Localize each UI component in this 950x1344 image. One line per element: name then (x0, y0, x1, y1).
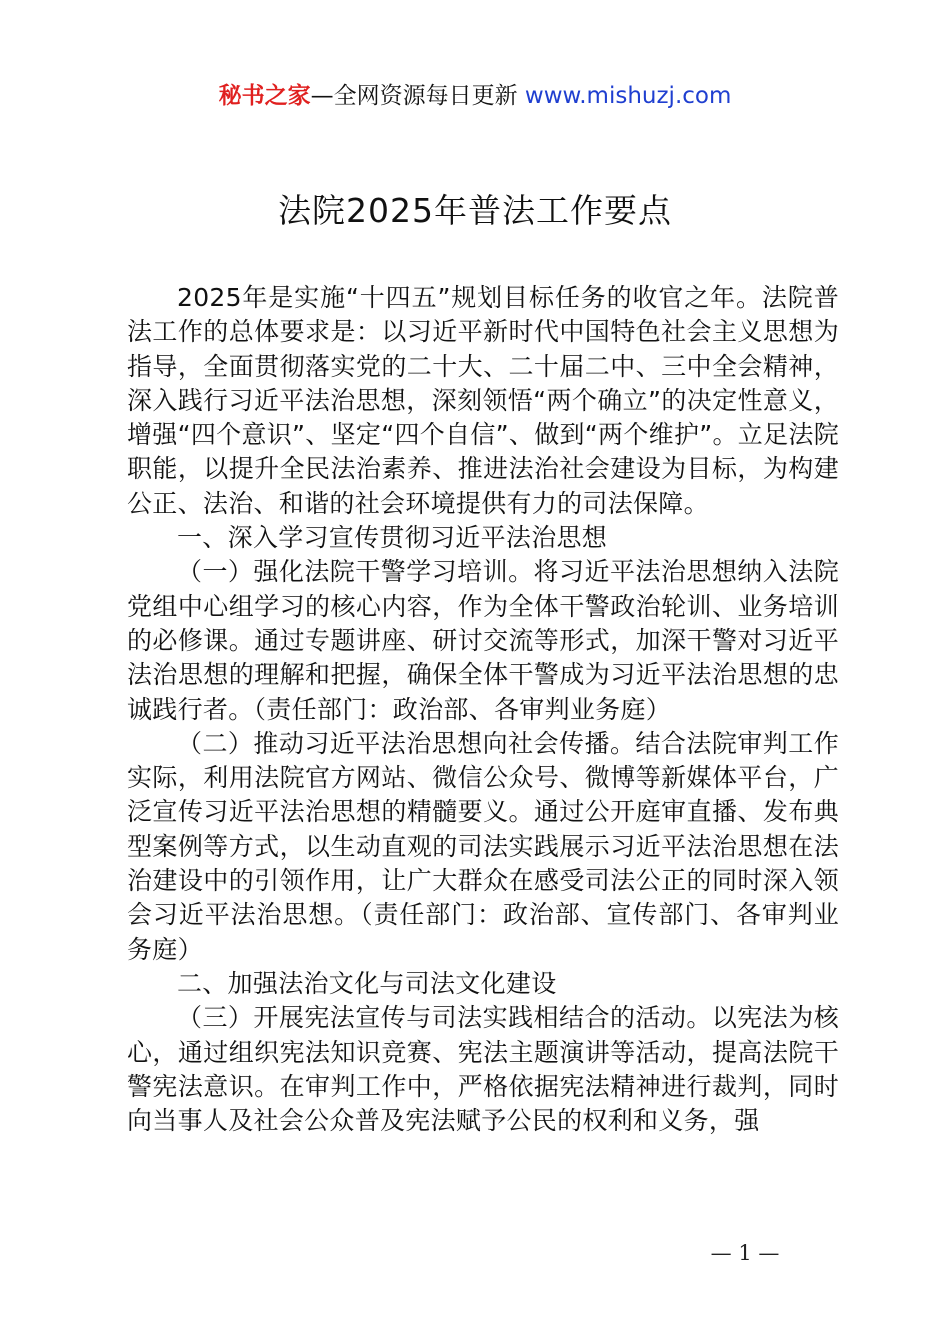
intro-paragraph: 2025年是实施“十四五”规划目标任务的收官之年。法院普法工作的总体要求是：以习近平新时代中国特色社会主义思想为指导，全面贯彻落实党的二十大、二十届二中、三中全会精神，深入践行习近平法治思想，深刻领悟“两个确立”的决定性意义，增强“四个意识”、坚定“四个自信”、做到“两个维护”。立足法院职能，以提升全民法治素养、推进法治社会建设为目标，为构建公正、法治、和谐的社会环境提供有力的司法保障。 (127, 283, 840, 518)
brand-name: 秘书之家 (218, 83, 311, 109)
document-body (127, 281, 839, 1138)
page-number: — 1 — (710, 1241, 780, 1265)
header-banner (0, 80, 950, 112)
site-url-link[interactable]: www.mishuzj.com (524, 83, 732, 109)
item-paragraph-1: （一）强化法院干警学习培训。将习近平法治思想纳入法院党组中心组学习的核心内容，作为全体干警政治轮训、业务培训的必修课。通过专题讲座、研讨交流等形式，加深干警对习近平法治思想的理解和把握，确保全体干警成为习近平法治思想的忠诚践行者。（责任部门：政治部、各审判业务庭） (127, 557, 839, 724)
item-paragraph-2: （二）推动习近平法治思想向社会传播。结合法院审判工作实际，利用法院官方网站、微信公众号、微博等新媒体平台，广泛宣传习近平法治思想的精髓要义。通过公开庭审直播、发布典型案例等方式，以生动直观的司法实践展示习近平法治思想在法治建设中的引领作用，让广大群众在感受司法公正的同时深入领会习近平法治思想。（责任部门：政治部、宣传部门、各审判业务庭） (127, 728, 839, 964)
item-paragraph-3: （三）开展宪法宣传与司法实践相结合的活动。以宪法为核心，通过组织宪法知识竞赛、宪法主题演讲等活动，提高法院干警宪法意识。在审判工作中，严格依据宪法精神进行裁判，同时向当事人及社会公众普及宪法赋予公民的权利和义务，强 (127, 1003, 839, 1136)
document-title: 法院2025年普法工作要点 (278, 191, 672, 230)
section-heading-1: 一、深入学习宣传贯彻习近平法治思想 (177, 523, 608, 553)
section-heading-2: 二、加强法治文化与司法文化建设 (177, 968, 557, 998)
header-tagline: —全网资源每日更新 (310, 83, 518, 109)
